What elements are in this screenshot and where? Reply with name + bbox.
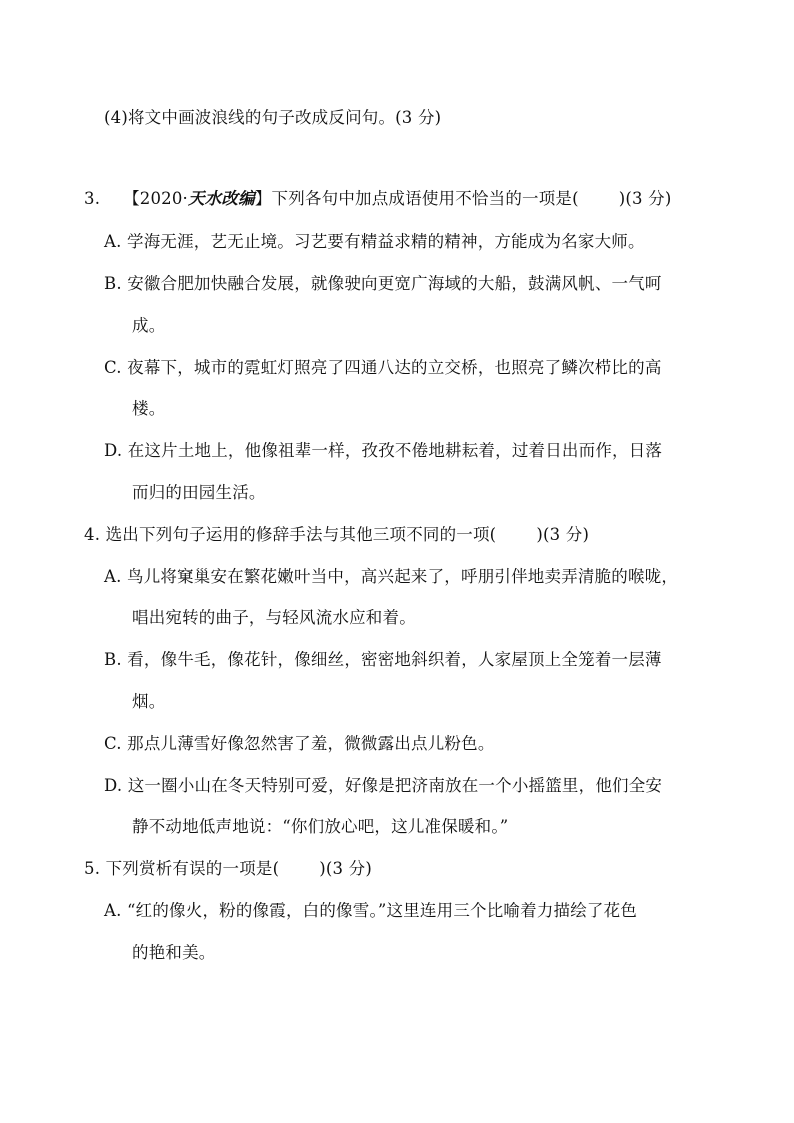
q4-option-a-line1: A. 鸟儿将窠巢安在繁花嫩叶当中，高兴起来了，呼朋引伴地卖弄清脆的喉咙， xyxy=(104,567,679,586)
question-text: 下列各句中加点成语使用不恰当的一项是( xyxy=(271,189,579,208)
q4-option-b-line1: B. 看，像牛毛，像花针，像细丝，密密地斜织着，人家屋顶上全笼着一层薄 xyxy=(104,650,662,669)
question-text: 4. 选出下列句子运用的修辞手法与其他三项不同的一项( xyxy=(84,525,497,544)
q4-option-d-line2: 静不动地低声地说：“你们放心吧，这儿准保暖和。” xyxy=(132,817,509,836)
q3-option-b-line2: 成。 xyxy=(132,316,166,335)
q3-option-d-line2: 而归的田园生活。 xyxy=(132,483,266,502)
question-3-stem xyxy=(84,187,672,211)
q4-option-a-line2: 唱出宛转的曲子，与轻风流水应和着。 xyxy=(132,608,416,627)
question-number: 3. xyxy=(84,189,101,208)
q3-option-b-line1: B. 安徽合肥加快融合发展，就像驶向更宽广海域的大船，鼓满风帆、一气呵 xyxy=(104,274,662,293)
q3-option-a: A. 学海无涯，艺无止境。习艺要有精益求精的精神，方能成为名家大师。 xyxy=(104,232,645,251)
q3-option-c-line2: 楼。 xyxy=(132,399,166,418)
question-text: 5. 下列赏析有误的一项是( xyxy=(84,859,280,878)
question-4-stem xyxy=(84,523,589,547)
q3-option-d-line1: D. 在这片土地上，他像祖辈一样，孜孜不倦地耕耘着，过着日出而作，日落 xyxy=(104,441,663,460)
score-label: )(3 分) xyxy=(536,525,590,544)
q4-option-d-line1: D. 这一圈小山在冬天特别可爱，好像是把济南放在一个小摇篮里，他们全安 xyxy=(104,776,663,795)
q5-option-a-line2: 的艳和美。 xyxy=(132,943,216,962)
q4-sub-question: (4)将文中画波浪线的句子改成反问句。(3 分) xyxy=(104,108,442,127)
q3-option-c-line1: C. 夜幕下，城市的霓虹灯照亮了四通八达的立交桥，也照亮了鳞次栉比的高 xyxy=(104,358,662,377)
score-label: )(3 分) xyxy=(618,189,672,208)
q5-option-a-line1: A. “红的像火，粉的像霞，白的像雪。”这里连用三个比喻着力描绘了花色 xyxy=(104,901,638,920)
q4-option-b-line2: 烟。 xyxy=(132,692,166,711)
score-label: )(3 分) xyxy=(319,859,372,878)
source-tag-open: 【2020· xyxy=(123,189,188,208)
source-tag-close: 】 xyxy=(254,189,272,208)
source-tag-text: 天水改编 xyxy=(188,189,255,208)
q4-option-c: C. 那点儿薄雪好像忽然害了羞，微微露出点儿粉色。 xyxy=(104,734,495,753)
question-5-stem xyxy=(84,857,372,881)
